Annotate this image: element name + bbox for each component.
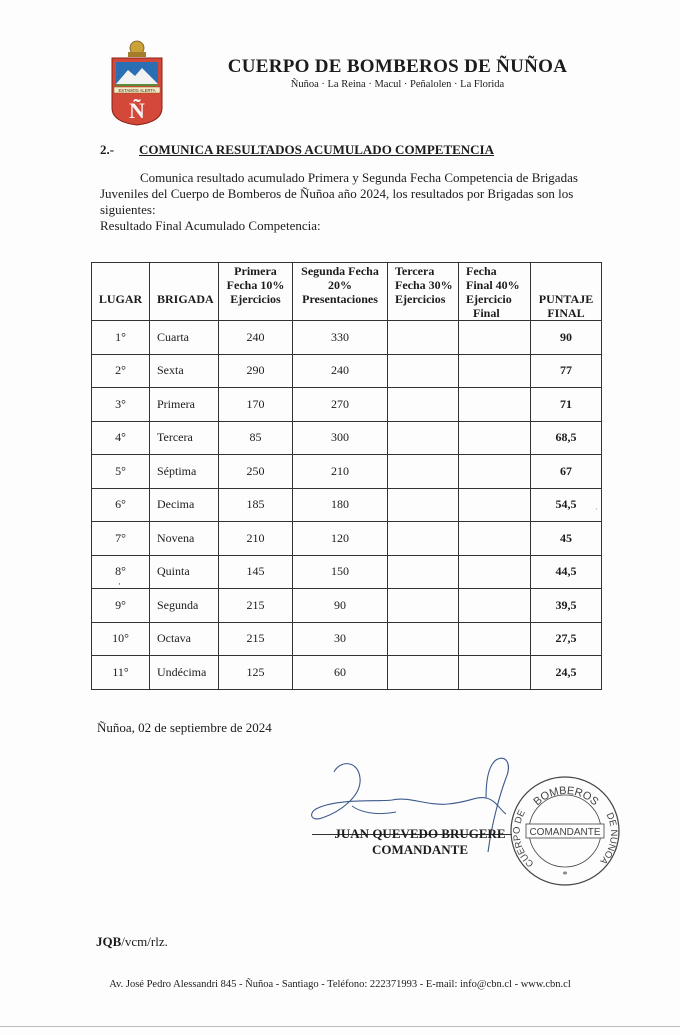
signer-role: COMANDANTE [371, 842, 469, 857]
header-final-sub [459, 292, 531, 321]
cell-puntaje: 39,5 [531, 589, 602, 623]
cell-segunda: 270 [293, 388, 388, 422]
cell-brigada: Octava [150, 622, 219, 656]
document-date: Ñuñoa, 02 de septiembre de 2024 [97, 720, 272, 735]
table-row [92, 421, 602, 455]
cell-primera: 185 [219, 488, 293, 522]
cell-puntaje: 45 [531, 522, 602, 556]
cell-segunda: 300 [293, 421, 388, 455]
header-tercera-line2: Fecha 30% [395, 278, 453, 292]
cell-segunda: 150 [293, 555, 388, 589]
svg-text:BOMBEROS [531, 785, 600, 808]
cell-final [459, 354, 531, 388]
header-primera-line1: Primera [234, 264, 277, 278]
fire-department-crest-logo [108, 38, 166, 126]
organization-communes: Ñuñoa · La Reina · Macul · Peñalolen · La Florida [290, 79, 505, 90]
header-puntaje-line2: FINAL [547, 306, 585, 320]
cell-lugar: 11° [92, 656, 150, 690]
header-empty-1 [92, 263, 150, 293]
body-line-1: Comunica resultado acumulado Primera y Segunda Fecha Competencia de Brigadas [140, 170, 578, 185]
stamp-text-right: DE ÑUÑOA [597, 811, 620, 867]
cell-tercera [388, 656, 459, 690]
header-empty-3 [531, 263, 602, 293]
signer-name: JUAN QUEVEDO BRUGERE [334, 826, 506, 841]
table-row [92, 388, 602, 422]
cell-tercera [388, 455, 459, 489]
cell-lugar: 2° [92, 354, 150, 388]
cell-tercera [388, 522, 459, 556]
table-header-row-bottom [92, 292, 602, 321]
cell-brigada: Cuarta [150, 321, 219, 355]
cell-tercera [388, 354, 459, 388]
cell-tercera [388, 388, 459, 422]
cell-brigada: Segunda [150, 589, 219, 623]
svg-text:CUERPO DE [512, 808, 537, 869]
scan-speck: · [118, 579, 121, 589]
cell-brigada: Novena [150, 522, 219, 556]
cell-final [459, 421, 531, 455]
cell-segunda: 240 [293, 354, 388, 388]
cell-lugar: 6° [92, 488, 150, 522]
cell-primera: 170 [219, 388, 293, 422]
cell-lugar: 7° [92, 522, 150, 556]
header-primera-sub: Ejercicios [219, 292, 293, 321]
cell-puntaje: 67 [531, 455, 602, 489]
table-row [92, 589, 602, 623]
cell-primera: 85 [219, 421, 293, 455]
cell-segunda: 60 [293, 656, 388, 690]
cell-segunda: 180 [293, 488, 388, 522]
reference-initials [96, 934, 168, 950]
cell-primera: 240 [219, 321, 293, 355]
header-brigada: BRIGADA [150, 292, 219, 321]
cell-segunda: 210 [293, 455, 388, 489]
cell-brigada: Tercera [150, 421, 219, 455]
initials-bold: JQB [96, 934, 122, 949]
header-puntaje [531, 292, 602, 321]
cell-final [459, 589, 531, 623]
results-table [91, 262, 602, 690]
table-row [92, 555, 602, 589]
header-puntaje-line1: PUNTAJE [538, 292, 594, 306]
cell-brigada: Primera [150, 388, 219, 422]
cell-tercera [388, 589, 459, 623]
footer-rule [0, 1026, 680, 1027]
cell-lugar: 3° [92, 388, 150, 422]
cell-tercera [388, 321, 459, 355]
cell-brigada: Quinta [150, 555, 219, 589]
cell-puntaje: 77 [531, 354, 602, 388]
cell-final [459, 388, 531, 422]
cell-puntaje: 24,5 [531, 656, 602, 690]
table-row [92, 488, 602, 522]
cell-tercera [388, 488, 459, 522]
cell-primera: 210 [219, 522, 293, 556]
body-line-3: siguientes: [100, 202, 156, 217]
cell-lugar: 9° [92, 589, 150, 623]
cell-primera: 125 [219, 656, 293, 690]
header-segunda-line1: Segunda Fecha [301, 264, 379, 278]
scan-speck: · [595, 505, 598, 514]
cell-segunda: 330 [293, 321, 388, 355]
footer-address: Av. José Pedro Alessandri 845 - Ñuñoa - Santiago - Teléfono: 222371993 - E-mail: info@cbn.cl - www.cbn.cl [109, 979, 571, 990]
cell-lugar: 1° [92, 321, 150, 355]
crest-letter: Ñ [129, 98, 145, 123]
crest-motto: ESTAMOS ALERTA [118, 88, 156, 93]
stamp-text-top: BOMBEROS [531, 784, 601, 809]
stamp-text-left: CUERPO DE [511, 808, 537, 870]
table-header-row-top [92, 263, 602, 293]
header-empty-2 [150, 263, 219, 293]
cell-puntaje: 68,5 [531, 421, 602, 455]
cell-primera: 250 [219, 455, 293, 489]
cell-puntaje: 54,5 [531, 488, 602, 522]
header-tercera [388, 263, 459, 293]
cell-primera: 215 [219, 589, 293, 623]
cell-final [459, 522, 531, 556]
header-segunda-line2: 20% [328, 278, 352, 292]
organization-title: CUERPO DE BOMBEROS DE ÑUÑOA [227, 56, 568, 77]
header-segunda [293, 263, 388, 293]
header-tercera-sub: Ejercicios [388, 292, 459, 321]
official-stamp [508, 774, 622, 888]
cell-final [459, 622, 531, 656]
cell-final [459, 555, 531, 589]
body-line-2: Juveniles del Cuerpo de Bomberos de Ñuñoa año 2024, los resultados por Brigadas son los [100, 186, 574, 201]
cell-tercera [388, 555, 459, 589]
cell-tercera [388, 622, 459, 656]
cell-puntaje: 44,5 [531, 555, 602, 589]
table-row [92, 321, 602, 355]
table-row [92, 622, 602, 656]
cell-brigada: Decima [150, 488, 219, 522]
cell-primera: 145 [219, 555, 293, 589]
results-table-body [92, 321, 602, 690]
header-primera-line2: Fecha 10% [226, 278, 285, 292]
section-title: COMUNICA RESULTADOS ACUMULADO COMPETENCIA [139, 142, 495, 157]
table-row [92, 354, 602, 388]
body-paragraph [100, 170, 595, 218]
stamp-text-center: COMANDANTE [529, 827, 601, 838]
cell-segunda: 30 [293, 622, 388, 656]
table-row [92, 656, 602, 690]
cell-lugar: 4° [92, 421, 150, 455]
cell-primera: 290 [219, 354, 293, 388]
cell-final [459, 321, 531, 355]
cell-puntaje: 90 [531, 321, 602, 355]
header-lugar: LUGAR [92, 292, 150, 321]
header-tercera-line1: Tercera [395, 264, 435, 278]
cell-segunda: 120 [293, 522, 388, 556]
header-final-line1: Fecha [466, 264, 497, 278]
results-heading: Resultado Final Acumulado Competencia: [100, 218, 321, 233]
section-number: 2.- [100, 142, 115, 157]
header-final-sub-line2: Final [473, 306, 500, 320]
header-segunda-sub: Presentaciones [293, 292, 388, 321]
cell-lugar: 10° [92, 622, 150, 656]
cell-final [459, 656, 531, 690]
table-row [92, 522, 602, 556]
cell-final [459, 488, 531, 522]
header-final-line2: Final 40% [466, 278, 520, 292]
cell-lugar: 5° [92, 455, 150, 489]
cell-brigada: Sexta [150, 354, 219, 388]
cell-lugar: 8° [92, 555, 150, 589]
header-final-sub-line1: Ejercicio [466, 292, 512, 306]
cell-puntaje: 71 [531, 388, 602, 422]
cell-primera: 215 [219, 622, 293, 656]
table-row [92, 455, 602, 489]
cell-segunda: 90 [293, 589, 388, 623]
cell-final [459, 455, 531, 489]
stamp-star-icon: * [562, 870, 568, 881]
header-primera [219, 263, 293, 293]
cell-brigada: Séptima [150, 455, 219, 489]
initials-rest: /vcm/rlz. [121, 934, 168, 949]
header-final [459, 263, 531, 293]
cell-puntaje: 27,5 [531, 622, 602, 656]
cell-brigada: Undécima [150, 656, 219, 690]
cell-tercera [388, 421, 459, 455]
